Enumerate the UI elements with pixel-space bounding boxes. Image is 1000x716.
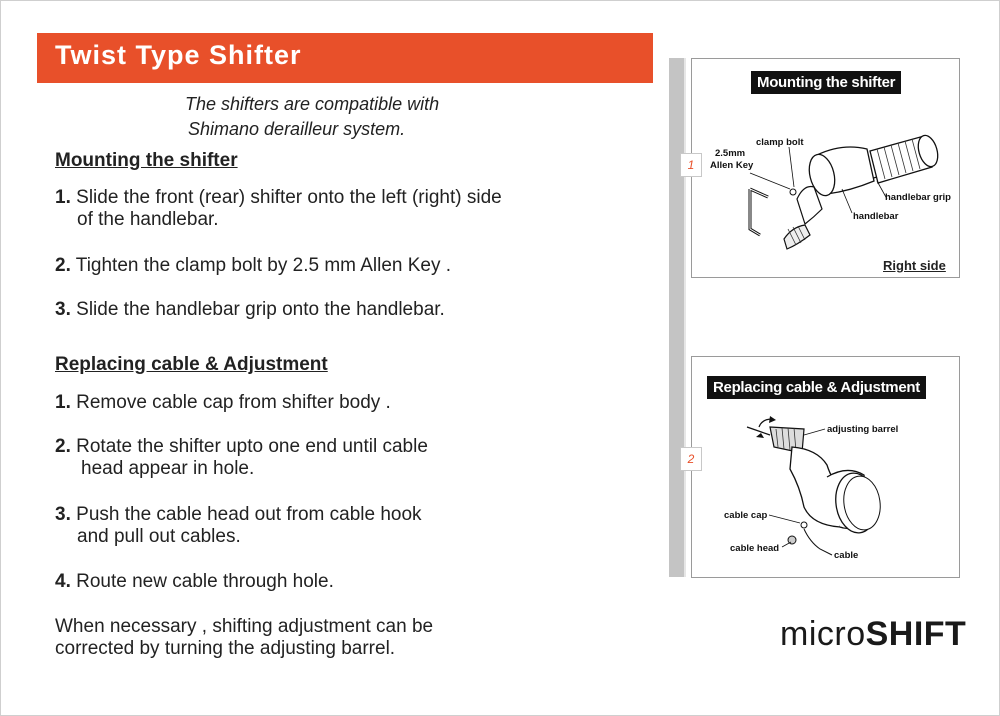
- replacing-step-1: [55, 392, 635, 414]
- step-text-cont: and pull out cables.: [77, 526, 241, 547]
- label-allen-key: Allen Key: [710, 160, 754, 171]
- figure-2-badge: 2: [680, 447, 702, 471]
- replacing-step-3: [55, 504, 635, 548]
- step-number: 3.: [55, 504, 71, 525]
- replacing-step-4: [55, 571, 635, 593]
- mounting-step-3: [55, 299, 635, 321]
- page-title: Twist Type Shifter: [55, 40, 302, 70]
- intro-line-2: Shimano derailleur system.: [188, 119, 406, 139]
- side-bar-line: [684, 58, 686, 577]
- step-text: Slide the handlebar grip onto the handlebar.: [76, 299, 445, 320]
- replacing-heading: Replacing cable & Adjustment: [55, 354, 328, 375]
- step-number: 1.: [55, 392, 71, 413]
- replacing-diagram: [692, 357, 959, 577]
- label-allen-size: 2.5mm: [715, 148, 746, 159]
- step-number: 2.: [55, 255, 71, 276]
- figure-mounting: [691, 58, 960, 278]
- label-handlebar-grip: handlebar grip: [885, 192, 951, 203]
- label-clamp-bolt: clamp bolt: [756, 137, 804, 148]
- note-line-1: When necessary , shifting adjustment can be: [55, 616, 434, 637]
- label-cable-head: cable head: [730, 543, 780, 554]
- step-number: 4.: [55, 571, 71, 592]
- figure-replacing-title: Replacing cable & Adjustment: [707, 376, 926, 399]
- step-number: 1.: [55, 187, 71, 208]
- step-text: Slide the front (rear) shifter onto the left (right) side: [76, 187, 502, 208]
- replacing-step-2: [55, 436, 635, 480]
- handlebar-grip-drawing: [870, 133, 941, 183]
- label-handlebar: handlebar: [853, 211, 899, 222]
- shifter-body-drawing: [784, 147, 874, 249]
- side-bar: [669, 58, 685, 577]
- figure-1-badge: 1: [680, 153, 702, 177]
- label-cable-cap: cable cap: [724, 510, 768, 521]
- label-cable: cable: [834, 550, 859, 561]
- step-text: Route new cable through hole.: [76, 571, 334, 592]
- step-text: Tighten the clamp bolt by 2.5 mm Allen Key .: [75, 255, 452, 276]
- step-text: Remove cable cap from shifter body .: [76, 392, 391, 413]
- figure-mounting-title: Mounting the shifter: [751, 71, 901, 94]
- microshift-logo: [780, 615, 966, 654]
- logo-part-shift: SHIFT: [865, 615, 967, 653]
- mounting-step-2: [55, 255, 635, 277]
- mounting-step-1: [55, 187, 635, 231]
- mounting-diagram: [692, 59, 959, 277]
- note-line-2: corrected by turning the adjusting barrel.: [55, 638, 396, 659]
- step-number: 2.: [55, 436, 71, 457]
- shifter-body-drawing: [788, 447, 884, 544]
- title-banner: [37, 33, 653, 83]
- step-text: Push the cable head out from cable hook: [76, 504, 422, 525]
- figure-replacing: [691, 356, 960, 578]
- right-side-caption: Right side: [883, 258, 946, 273]
- label-adjusting-barrel: adjusting barrel: [827, 424, 899, 435]
- step-text-cont: head appear in hole.: [81, 458, 255, 479]
- intro-text: [185, 92, 605, 142]
- intro-line-1: The shifters are compatible with: [185, 94, 440, 114]
- step-number: 3.: [55, 299, 71, 320]
- step-text-cont: of the handlebar.: [77, 209, 219, 230]
- step-text: Rotate the shifter upto one end until cable: [76, 436, 428, 457]
- logo-part-micro: micro: [780, 615, 866, 653]
- adjustment-note: [55, 616, 615, 660]
- mounting-heading: Mounting the shifter: [55, 150, 238, 171]
